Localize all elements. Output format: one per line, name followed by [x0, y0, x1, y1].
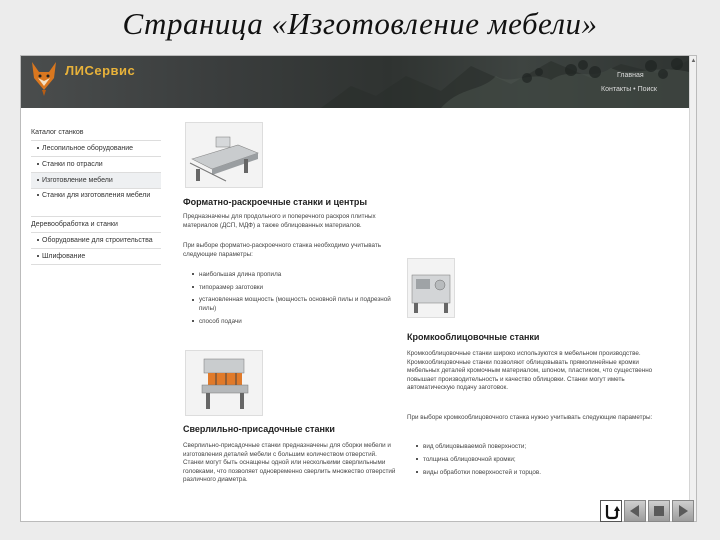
sidebar-item-label: Шлифование	[42, 253, 86, 260]
sidebar-item-label: Станки по отрасли	[42, 161, 103, 168]
scroll-up-arrow-icon[interactable]: ▲	[690, 58, 697, 64]
square-icon	[649, 501, 669, 521]
list-item: наибольшая длина пропила	[191, 268, 403, 281]
section-text: Сверлильно-присадочные станки предназначены для сборки мебели и изготовления деталей мебели с большим количеством отверстий. Станки могут быть оснащены одной или несколькими сверлильными головками, что позволяет одновременно сверлить множество отверстий различного диаметра.	[183, 442, 396, 483]
forward-button[interactable]	[672, 500, 694, 522]
list-item: установленная мощность (мощность основной пилы и подрезной пилы)	[191, 294, 403, 315]
bullet-icon	[37, 194, 39, 196]
section-intro: При выборе кромкооблицовочного станка нужно учитывать следующие параметры:	[407, 414, 653, 421]
section-text: Предназначены для продольного и поперечного раскроя плитных материалов (ДСП, МДФ) а также облицованных материалов.	[183, 213, 376, 229]
sidebar-item[interactable]	[31, 157, 161, 173]
sidebar-item-active[interactable]	[31, 173, 161, 189]
panel-saw-photo	[185, 122, 263, 188]
section-title-edge-banding: Кромкооблицовочные станки	[407, 332, 540, 342]
params-list	[191, 268, 403, 328]
sidebar-item-label: Лесопильное оборудование	[42, 145, 134, 152]
list-item: способ подачи	[191, 315, 403, 328]
sidebar-item-label: Станки для изготовления мебели	[42, 192, 151, 199]
triangle-left-icon	[625, 501, 645, 521]
sidebar-category[interactable]	[31, 125, 161, 141]
return-arrow-icon	[601, 501, 621, 521]
slide-title: Страница «Изготовление мебели»	[122, 6, 598, 41]
sidebar	[31, 125, 161, 265]
section-title-drilling: Сверлильно-присадочные станки	[183, 424, 335, 434]
bullet-icon	[37, 147, 39, 149]
browser-window	[20, 55, 697, 522]
scrollbar[interactable]	[689, 56, 697, 521]
list-item: виды обработки поверхностей и торцов.	[415, 466, 665, 479]
site-header	[21, 56, 689, 108]
header-link-contacts[interactable]: Контакты • Поиск	[601, 86, 657, 93]
sidebar-item-label: Каталог станков	[31, 129, 84, 136]
drilling-machine-photo	[185, 350, 263, 416]
header-link-home[interactable]: Главная	[617, 72, 644, 79]
section-text: Кромкооблицовочные станки широко используются в мебельном производстве. Кромкооблицовочные станки позволяют облицовывать прямолинейные кромки мебельных деталей кромочным материалом, шпоном, пластиком, что существенно повышает производительность и качество облицовки. Станки могут иметь автоматическую подачу заготовок.	[407, 350, 653, 391]
home-button[interactable]	[648, 500, 670, 522]
section-title-panel-saws: Форматно-раскроечные станки и центры	[183, 197, 368, 207]
bullet-icon	[37, 255, 39, 257]
slide-navigation	[600, 500, 698, 524]
edge-bander-photo	[407, 258, 455, 318]
triangle-right-icon	[673, 501, 693, 521]
sidebar-item[interactable]	[31, 233, 161, 249]
sidebar-item-label: Оборудование для строительства	[42, 237, 153, 244]
fox-logo-icon[interactable]	[29, 60, 59, 98]
site-logo-text[interactable]: ЛИСервис	[65, 63, 136, 78]
bullet-icon	[37, 163, 39, 165]
sidebar-item-label: Деревообработка и станки	[31, 221, 118, 228]
params-list	[415, 440, 665, 479]
sidebar-item[interactable]	[31, 249, 161, 265]
return-button[interactable]	[600, 500, 622, 522]
sidebar-item-label: Изготовление мебели	[42, 177, 113, 184]
sidebar-category[interactable]	[31, 217, 161, 233]
bullet-icon	[37, 179, 39, 181]
header-tree-decoration	[321, 56, 689, 108]
back-button[interactable]	[624, 500, 646, 522]
section-intro: При выборе форматно-раскроечного станка необходимо учитывать следующие параметры:	[183, 242, 382, 258]
list-item: вид облицовываемой поверхности;	[415, 440, 665, 453]
list-item: толщина облицовочной кромки;	[415, 453, 665, 466]
main-content	[179, 118, 689, 518]
sidebar-item[interactable]	[31, 141, 161, 157]
list-item: типоразмер заготовки	[191, 281, 403, 294]
sidebar-item[interactable]	[31, 189, 161, 217]
bullet-icon	[37, 239, 39, 241]
